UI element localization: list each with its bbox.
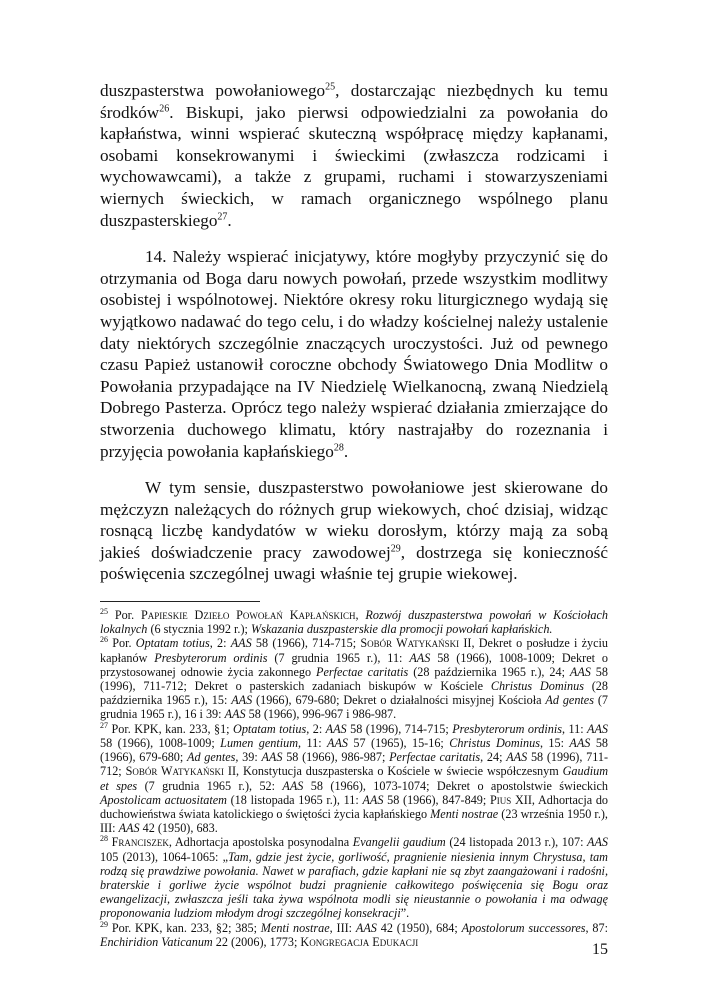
work-title: AAS [506, 750, 528, 765]
work-title: AAS [587, 721, 609, 736]
footnote-27 [100, 722, 608, 836]
text-run: 58 (1996), 714-715; [346, 721, 453, 736]
text-run: 58 (1966), 679-680; [100, 735, 609, 765]
text-run: (7 grudnia 1965 r.), 52: [137, 778, 283, 793]
work-title: Gaudium et spes [100, 764, 608, 793]
footnote-ref[interactable]: 26 [159, 102, 170, 114]
text-run: 39: [238, 750, 262, 765]
text-run: , 2: [306, 721, 326, 736]
work-title: Apostolicam actuositatem [100, 792, 227, 807]
footnote-29 [100, 921, 608, 949]
footnote-ref[interactable]: 25 [325, 81, 336, 93]
work-title: AAS [231, 693, 253, 708]
work-title: Evangelii gaudium [352, 835, 446, 850]
text-run: 58 (1996), 711-712; [100, 750, 609, 779]
text-run: , 87: [585, 920, 608, 935]
work-title: Perfectae caritatis [316, 664, 409, 679]
text-run: Por. [108, 608, 141, 623]
work-title: Rozwój duszpasterstwa powołań w Kościołach lokalnych [100, 608, 608, 637]
text-run: 42 (1950), 683. [139, 821, 218, 836]
work-title: Optatam totius [135, 636, 210, 651]
text-run: II, Dekret o posłudze i życiu kapłanów [100, 636, 608, 665]
text-run: 58 (1966), 1008-1009; Dekret o przystosowanej odnowie życia zakonnego [100, 650, 608, 679]
text-run: (23 września 1950 r.), III: [100, 806, 608, 836]
body-paragraph-2 [100, 246, 608, 462]
text-run: 105 (2013), 1064-1065: „ [100, 849, 229, 864]
text-run: . Biskupi, jako pierwsi odpowiedzialni za powołania do kapłaństwa, winni wspierać skuteczną współpracę między kapłanami, osobami konsekrowanymi i świeckimi (zwłaszcza rodzicami i wychowawcami), a także z grupami, ruchami i stowarzyszeniami wiernych świeckich, w ramach organicznego wspólnego planu duszpasterskiego [100, 102, 608, 230]
work-title: AAS [355, 920, 377, 935]
text-run: 58 (1966), 847-849; [383, 792, 490, 807]
footnote-ref[interactable]: 28 [333, 441, 344, 453]
author-name: Pius [489, 792, 512, 807]
work-title: AAS [409, 650, 431, 665]
work-title: AAS [569, 664, 591, 679]
page-content [100, 80, 608, 949]
body-paragraph-3 [100, 477, 608, 585]
text-run: 58 (1966), 996-967 i 986-987. [245, 707, 397, 722]
text-run: 58 (1966), 1073-1074; Dekret o apostolstwie świeckich [303, 778, 608, 793]
footnote-separator [100, 601, 260, 602]
text-run: , 24; [480, 750, 507, 765]
work-title: Wskazania duszpasterskie dla promocji powołań kapłańskich. [250, 622, 553, 637]
footnote-number: 27 [100, 720, 108, 730]
footnote-ref[interactable]: 29 [390, 543, 401, 555]
text-run: W tym sensie, duszpasterstwo powołaniowe jest skierowane do mężczyzn należących do różnych grup wiekowych, choć dzisiaj, widząc rosnącą liczbę kandydatów w wieku dorosłym, którzy mają za sobą jakieś doświadczenie pracy zawodowej [100, 478, 608, 562]
work-title: AAS [118, 821, 140, 836]
footnote-number: 28 [100, 834, 108, 844]
text-run: duszpasterstwa powołaniowego [100, 81, 326, 100]
work-title: Lumen gentium [220, 735, 299, 750]
work-title: AAS [282, 778, 304, 793]
work-title: Presbyterorum ordinis [154, 650, 268, 665]
work-title: AAS [224, 707, 246, 722]
text-run: , III: [329, 920, 356, 935]
text-run: (7 grudnia 1965 r.), 16 i 39: [100, 693, 608, 722]
text-run: (18 listopada 1965 r.), 11: [226, 792, 363, 807]
text-run: 58 (1966), 986-987; [282, 750, 390, 765]
footnote-28 [100, 835, 608, 920]
footnote-number: 29 [100, 919, 108, 929]
text-run: , 2: [209, 636, 231, 651]
work-title: Menti nostrae [430, 806, 499, 821]
body-paragraph-1 [100, 80, 608, 231]
text-run: , [355, 608, 366, 623]
text-run: (28 października 1965 r.), 24; [408, 664, 570, 679]
footnote-ref[interactable]: 27 [217, 210, 228, 222]
text-run: 58 (1996), 711-712; Dekret o pasterskich zadaniach biskupów w Kościele [100, 664, 608, 694]
author-name: Sobór Watykański [360, 636, 460, 651]
work-title: Optatam totius [233, 721, 307, 736]
work-title: AAS [569, 735, 591, 750]
text-run: Por. KPK, kan. 233, §1; [108, 721, 234, 736]
work-title: Perfectae caritatis [389, 750, 481, 765]
work-title: Enchiridion Vaticanum [100, 934, 213, 949]
footnote-25 [100, 608, 608, 636]
work-title: AAS [261, 750, 283, 765]
author-name: Franciszek [111, 835, 169, 850]
work-title: AAS [325, 721, 347, 736]
text-run: 58 (1966), 714-715; [251, 636, 361, 651]
text-run: , Adhortacja apostolska posynodalna [168, 835, 353, 850]
work-title: Christus Dominus [449, 735, 540, 750]
work-title: Presbyterorum ordinis [452, 721, 562, 736]
text-run: 14. Należy wspierać inicjatywy, które mogłyby przyczynić się do otrzymania od Boga daru nowych powołań, przede wszystkim modlitwy osobistej i wspólnotowej. Niektóre okresy roku liturgicznego wydają się wyjątkowo nadawać do tego celu, i do władzy kościelnej należy ustalenie daty niektórych szczególnie znaczących uroczystości. Już od pewnego czasu Papież ustanowił coroczne obchody Światowego Dnia Modlitw o Powołania przypadające na IV Niedzielę Wielkanocną, zwaną Niedzielą Dobrego Pasterza. Oprócz tego należy wspierać działania zmierzające do stworzenia duchowego klimatu, który nastrajałby do rozeznania i przyjęcia powołania kapłańskiego [100, 247, 608, 461]
text-run: , dostrzega się konieczność poświęcenia szczególnej uwagi właśnie tej grupie wiekowej. [100, 542, 608, 584]
text-run: 57 (1965), 15-16; [348, 735, 450, 750]
footnote-number: 25 [100, 607, 108, 616]
text-run: . [343, 441, 349, 461]
work-title: AAS [327, 735, 349, 750]
text-run: , 15: [539, 735, 570, 750]
quotation: Tam, gdzie jest życie, gorliwość, pragnienie niesienia innym Chrystusa, tam rodzą się prawdziwe powołania. Nawet w parafiach, gdzie kapłani nie są zbyt zaangażowani i radośni, braterskie i gorliwe życie wspólnot budzi pragnienie całkowitego poświęcenia się Bogu oraz ewangelizacji, zwłaszcza jeśli taka żywa wspólnota modli się nieustannie o powołania i ma odwagę proponowania ludziom młodym drogi szczególnej konsekracji [100, 849, 608, 921]
text-run: 42 (1950), 684; [376, 920, 462, 935]
text-run: , dostarczając niezbędnych ku temu środków [100, 81, 608, 122]
work-title: Ad gentes [545, 693, 594, 708]
text-run: , 11: [298, 735, 328, 750]
text-run: 58 (1966), 1008-1009; [100, 735, 221, 750]
text-run: (28 października 1965 r.), 15: [100, 679, 608, 708]
text-run: 22 (2006), 1773; [212, 934, 301, 949]
work-title: Apostolorum successores [461, 920, 586, 935]
author-name: Kongregacja Edukacji [300, 934, 419, 949]
text-run: XII, Adhortacja do duchowieństwa świata katolickiego o świętości życia kapłańskiego [100, 792, 609, 821]
text-run: (6 stycznia 1992 r.); [147, 622, 251, 637]
author-name: Sobór Watykański [125, 764, 225, 779]
text-run: II, Konstytucja duszpasterska o Kościele w świecie współczesnym [224, 764, 563, 779]
text-run: (1966), 679-680; Dekret o działalności misyjnej Kościoła [252, 693, 546, 708]
text-run: , 11: [561, 721, 588, 736]
work-title: Ad gentes, [187, 750, 239, 765]
text-run: ”. [400, 906, 410, 921]
text-run: (7 grudnia 1965 r.), 11: [267, 650, 410, 665]
footnote-26 [100, 636, 608, 721]
work-title: AAS [230, 636, 252, 651]
author-name: Papieskie Dzieło Powołań Kapłańskich [140, 608, 356, 623]
work-title: AAS [587, 835, 609, 850]
footnote-number: 26 [100, 635, 108, 645]
page-number: 15 [592, 941, 608, 958]
text-run: . [227, 210, 232, 230]
text-run: Por. [108, 636, 136, 651]
work-title: Christus Dominus [490, 679, 584, 694]
text-run: Por. KPK, kan. 233, §2; 385; [108, 920, 261, 935]
work-title: Menti nostrae [260, 920, 330, 935]
text-run: (24 listopada 2013 r.), 107: [445, 835, 588, 850]
work-title: AAS [362, 792, 384, 807]
